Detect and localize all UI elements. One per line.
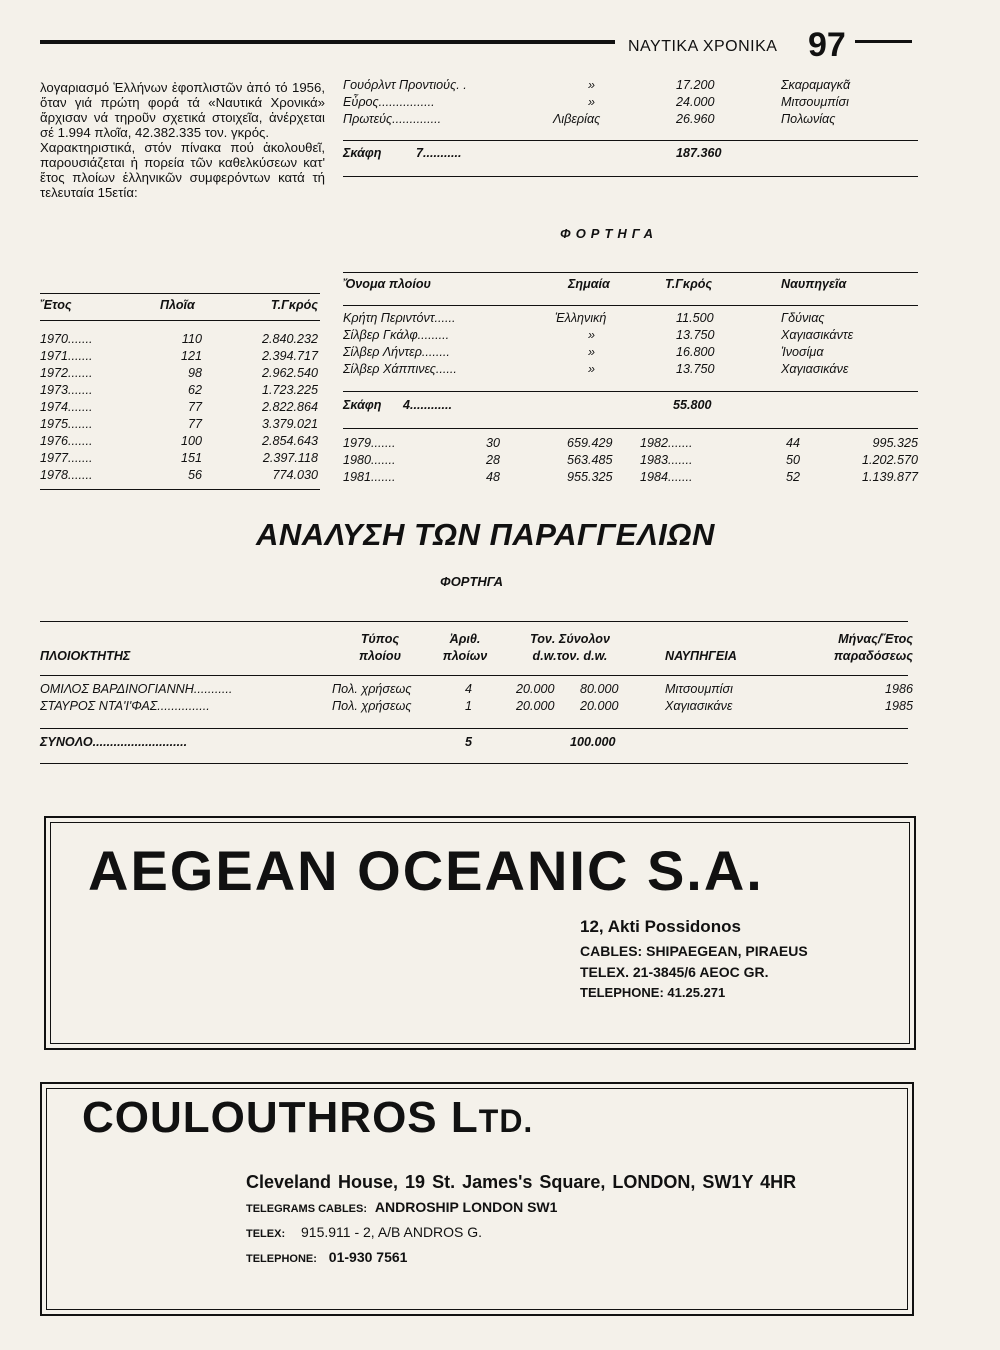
- top-ships-rule: [343, 140, 918, 141]
- page-number: 97: [808, 26, 846, 64]
- ad2-name-main: COULOUTHROS L: [82, 1093, 479, 1142]
- intro-paragraph-1: λογαριασμό Ἑλλήνων ἐφοπλιστῶν ἀπό τό 1956, ὅταν γιά πρώτη φορά τά «Ναυτικά Χρονικά» ἄρχισαν νά τηροῦν σχετικά στοιχεῖα, ἀνέρχεται σέ 1.994 πλοῖα, 42.382.335 τον. γκρός.: [40, 80, 325, 140]
- intro-text: [40, 80, 325, 200]
- table-row: ΟΜΙΛΟΣ ΒΑΡΔΙΝΟΓΙΑΝΝΗ........... Πολ. χρήσεως 4 20.000 80.000 Μιτσουμπίσι 1986: [40, 682, 913, 696]
- orders-table-body: [40, 682, 915, 716]
- top-ships-bottom-rule: [343, 176, 918, 177]
- orders-header: ΠΛΟΙΟΚΤΗΤΗΣ Τύπος πλοίου Ἀριθ. πλοίων Τον. Σύνολον d.w.τον. d.w. ΝΑΥΠΗΓΕΙΑ Μήνας/Ἔτος παραδόσεως: [40, 632, 913, 663]
- table-row: 1980....... 28 563.485 1983....... 50 1.202.570: [343, 453, 918, 467]
- table-row: 1976....... 100 2.854.643: [40, 434, 318, 448]
- ad2-name-small: TD.: [478, 1103, 534, 1139]
- cargo-top-rule: [343, 272, 918, 273]
- table-row: 1981....... 48 955.325 1984....... 52 1.139.877: [343, 470, 918, 484]
- years-table-bottom-rule: [40, 489, 320, 490]
- table-row: Σίλβερ Γκάλφ......... » 13.750 Χαγιασικάντε: [343, 328, 854, 342]
- table-row: 1972....... 98 2.962.540: [40, 366, 318, 380]
- ad1-company-name: AEGEAN OCEANIC S.A.: [88, 839, 764, 902]
- table-row: 1974....... 77 2.822.864: [40, 400, 318, 414]
- ad2-company-name: [82, 1093, 533, 1143]
- cargo-total: Σκάφη 4............ 55.800: [343, 398, 712, 412]
- table-row: Σίλβερ Λήντερ........ » 16.800 Ἰνοσίμα: [343, 345, 824, 359]
- intro-paragraph-2: Χαρακτηριστικά, στόν πίνακα πού ἀκολουθεῖ, παρουσιάζεται ἡ πορεία τῶν καθελκύσεων κατ' ἔτος πλοίων ἑλληνικῶν συμφερόντων κατά τή τελευταία 15ετία:: [40, 140, 325, 200]
- cargo-mid-rule: [343, 391, 918, 392]
- ad1-address: 12, Akti Possidonos: [580, 917, 741, 936]
- orders-top-rule: [40, 621, 908, 622]
- table-row: 1973....... 62 1.723.225: [40, 383, 318, 397]
- cargo-years-rule: [343, 428, 918, 429]
- table-row: Πρωτεύς.............. Λιβερίας 26.960 Πολωνίας: [343, 112, 836, 126]
- cargo-table-body: [343, 311, 918, 379]
- table-row: 1978....... 56 774.030: [40, 468, 318, 482]
- table-row: Γουόρλντ Προντιούς. . » 17.200 Σκαραμαγκᾶ: [343, 78, 851, 92]
- cargo-years-body: [343, 436, 918, 487]
- table-row: 1970....... 110 2.840.232: [40, 332, 318, 346]
- ad2-telephone: TELEPHONE: 01-930 7561: [246, 1249, 408, 1265]
- table-row: 1971....... 121 2.394.717: [40, 349, 318, 363]
- header-year: Ἔτος: [40, 298, 72, 312]
- ad2-telex: TELEX: 915.911 - 2, A/B ANDROS G.: [246, 1224, 483, 1240]
- orders-title: ΑΝΑΛΥΣΗ ΤΩΝ ΠΑΡΑΓΓΕΛΙΩΝ: [256, 517, 715, 552]
- top-ships-total: Σκάφη 7........... 187.360: [343, 146, 722, 160]
- years-table-header-rule: [40, 320, 320, 321]
- table-row: 1979....... 30 659.429 1982....... 44 995.325: [343, 436, 918, 450]
- ad1-cables: CABLES: SHIPAEGEAN, PIRAEUS: [580, 943, 808, 959]
- orders-header-rule: [40, 675, 908, 676]
- cargo-header: Ὄνομα πλοίου Σημαία Τ.Γκρός Ναυπηγεῖα: [343, 277, 847, 291]
- years-table-body: [40, 332, 320, 485]
- table-row: Εὖρος................ » 24.000 Μιτσουμπίσι: [343, 95, 849, 109]
- ad1-telephone: TELEPHONE: 41.25.271: [580, 985, 726, 1000]
- table-row: 1975....... 77 3.379.021: [40, 417, 318, 431]
- table-row: 1977....... 151 2.397.118: [40, 451, 318, 465]
- table-row: Σίλβερ Χάππινες...... » 13.750 Χαγιασικάνε: [343, 362, 849, 376]
- orders-subtitle: ΦΟΡΤΗΓΑ: [440, 574, 503, 589]
- orders-mid-rule: [40, 728, 908, 729]
- ad2-telegrams: TELEGRAMS CABLES: ANDROSHIP LONDON SW1: [246, 1199, 558, 1215]
- years-table-top-rule: [40, 293, 320, 294]
- header-rule-left: [40, 40, 615, 44]
- header-gross: Τ.Γκρός: [270, 298, 318, 312]
- magazine-title: ΝΑΥΤΙΚΑ ΧΡΟΝΙΚΑ: [628, 38, 778, 55]
- orders-bottom-rule: [40, 763, 908, 764]
- top-ships-table: [343, 78, 918, 129]
- header-rule-right: [855, 40, 912, 43]
- ad2-address: Cleveland House, 19 St. James's Square, LONDON, SW1Y 4HR: [246, 1172, 797, 1192]
- cargo-header-rule: [343, 305, 918, 306]
- header-ships: Πλοῖα: [160, 298, 195, 312]
- table-row: ΣΤΑΥΡΟΣ ΝΤΑ'Ι'ΦΑΣ............... Πολ. χρήσεως 1 20.000 20.000 Χαγιασικάνε 1985: [40, 699, 913, 713]
- years-table-header: [40, 298, 320, 316]
- cargo-title: ΦΟΡΤΗΓΑ: [560, 226, 658, 241]
- table-row: Κρήτη Περιντόντ...... Ἑλληνική 11.500 Γδύνιας: [343, 311, 825, 325]
- orders-total: ΣΥΝΟΛΟ........................... 5 100.000: [40, 735, 616, 749]
- ad1-telex: TELEX. 21-3845/6 AEOC GR.: [580, 964, 769, 980]
